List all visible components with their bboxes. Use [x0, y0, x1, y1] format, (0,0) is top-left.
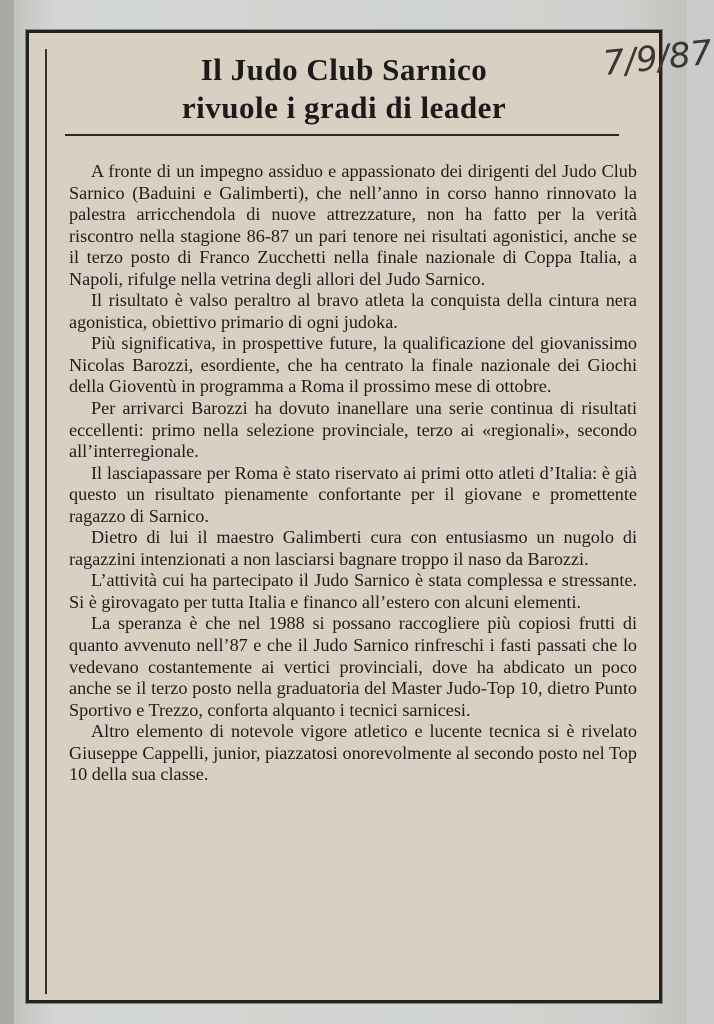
article-paragraph-5: Il lasciapassare per Roma è stato riservato ai primi otto atleti d’Italia: è già questo un risultato pienamente confortante per il giovane e promettente ragazzo di Sarnico.	[69, 462, 637, 526]
article-paragraph-6: Dietro di lui il maestro Galimberti cura con entusiasmo un nugolo di ragazzini intenzionati a non lasciarsi bagnare troppo il naso da Barozzi.	[69, 527, 637, 569]
article-paragraph-2: Il risultato è valso peraltro al bravo atleta la conquista della cintura nera agonistica, obiettivo primario di ogni judoka.	[69, 290, 637, 332]
headline	[29, 51, 659, 127]
newspaper-clipping	[26, 30, 714, 1003]
article-paragraph-9: Altro elemento di notevole vigore atletico e lucente tecnica si è rivelato Giuseppe Cappelli, junior, piazzatosi onorevolmente al secondo posto nel Top 10 della sua classe.	[69, 721, 637, 785]
article-paragraph-7: L’attività cui ha partecipato il Judo Sarnico è stata complessa e stressante. Si è girovagato per tutta Italia e financo all’estero con alcuni elementi.	[69, 570, 637, 612]
article-paragraph-1: A fronte di un impegno assiduo e appassionato dei dirigenti del Judo Club Sarnico (Baduini e Galimberti), che nell’anno in corso hanno rinnovato la palestra arricchendola di nuove attrezzature, non ha fatto per la verità riscontro nella stagione 86-87 un pari tenore nei risultati agonistici, anche se il terzo posto di Franco Zucchetti nella finale nazionale di Coppa Italia, a Napoli, rifulge nella vetrina degli allori del Judo Sarnico.	[69, 161, 637, 289]
article-paragraph-8: La speranza è che nel 1988 si possano raccogliere più copiosi frutti di quanto avvenuto nell’87 e che il Judo Sarnico rinfreschi i fasti passati che lo vedevano costantemente ai vertici provinciali, dove ha abdicato un poco anche se il terzo posto nella graduatoria del Master Judo-Top 10, dietro Punto Sportivo e Trezzo, conforta alquanto i tecnici sarnicesi.	[69, 613, 637, 720]
handwritten-date: 7/9/87	[601, 32, 714, 85]
scanner-edge	[0, 0, 14, 1024]
article-paragraph-4: Per arrivarci Barozzi ha dovuto inanellare una serie continua di risultati eccellenti: primo nella selezione provinciale, terzo ai «regionali», secondo all’interregionale.	[69, 398, 637, 462]
article-paragraph-3: Più significativa, in prospettive future, la qualificazione del giovanissimo Nicolas Barozzi, esordiente, che ha centrato la finale nazionale dei Giochi della Gioventù in programma a Roma il prossimo mese di ottobre.	[69, 333, 637, 397]
headline-divider	[65, 134, 619, 136]
article-body	[69, 161, 637, 786]
headline-line-2: rivuole i gradi di leader	[181, 90, 507, 125]
headline-line-1: Il Judo Club Sarnico	[200, 52, 488, 87]
